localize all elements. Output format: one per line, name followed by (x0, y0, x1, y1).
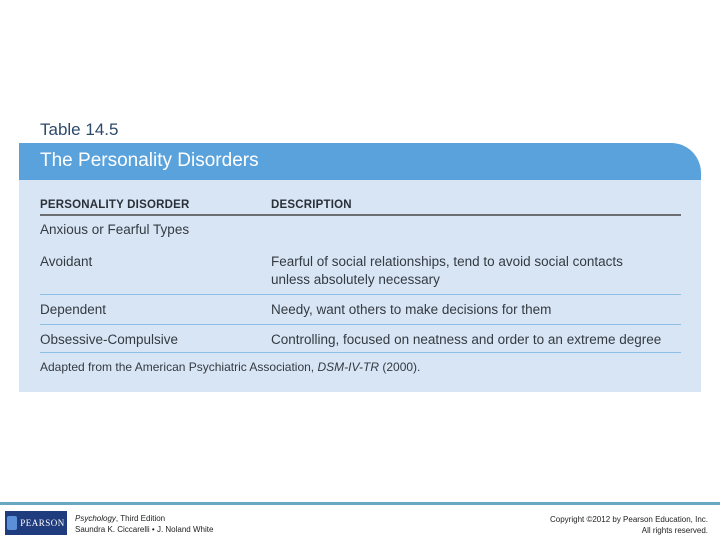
column-header-disorder: PERSONALITY DISORDER (40, 199, 190, 211)
copyright-line: Copyright ©2012 by Pearson Education, Inc. (550, 515, 708, 524)
row-dependent-description: Needy, want others to make decisions for them (271, 302, 552, 317)
pearson-logo-text: PEARSON (20, 518, 65, 528)
row-dependent-disorder: Dependent (40, 302, 107, 317)
table-title-bar (19, 143, 701, 180)
source-title: DSM-IV-TR (317, 360, 380, 374)
book-title: Psychology (75, 514, 116, 523)
row-obsessive-disorder: Obsessive-Compulsive (40, 332, 179, 347)
footer-divider (0, 502, 720, 505)
book-authors: Saundra K. Ciccarelli • J. Noland White (75, 525, 214, 534)
source-prefix: Adapted from the American Psychiatric Association, (40, 360, 318, 374)
footer-citation (75, 513, 213, 535)
table-label: Table 14.5 (40, 120, 119, 139)
footer-copyright (550, 514, 708, 536)
row-obsessive-description: Controlling, focused on neatness and order to an extreme degree (271, 332, 662, 347)
row-avoidant-description-line1: Fearful of social relationships, tend to avoid social contacts (271, 254, 623, 269)
pearson-logo (5, 511, 67, 535)
row-divider (40, 352, 681, 353)
header-divider (40, 214, 681, 216)
group-label: Anxious or Fearful Types (40, 222, 190, 237)
row-divider (40, 294, 681, 295)
rights-line: All rights reserved. (641, 526, 708, 535)
row-avoidant-description-line2: unless absolutely necessary (271, 272, 440, 287)
column-header-description: DESCRIPTION (271, 199, 352, 211)
row-divider (40, 324, 681, 325)
table-source-note (40, 360, 420, 374)
row-avoidant-disorder: Avoidant (40, 254, 93, 269)
table-title: The Personality Disorders (40, 150, 259, 171)
source-suffix: (2000). (379, 360, 421, 374)
book-edition: , Third Edition (115, 514, 166, 523)
pearson-logo-icon (7, 516, 17, 530)
